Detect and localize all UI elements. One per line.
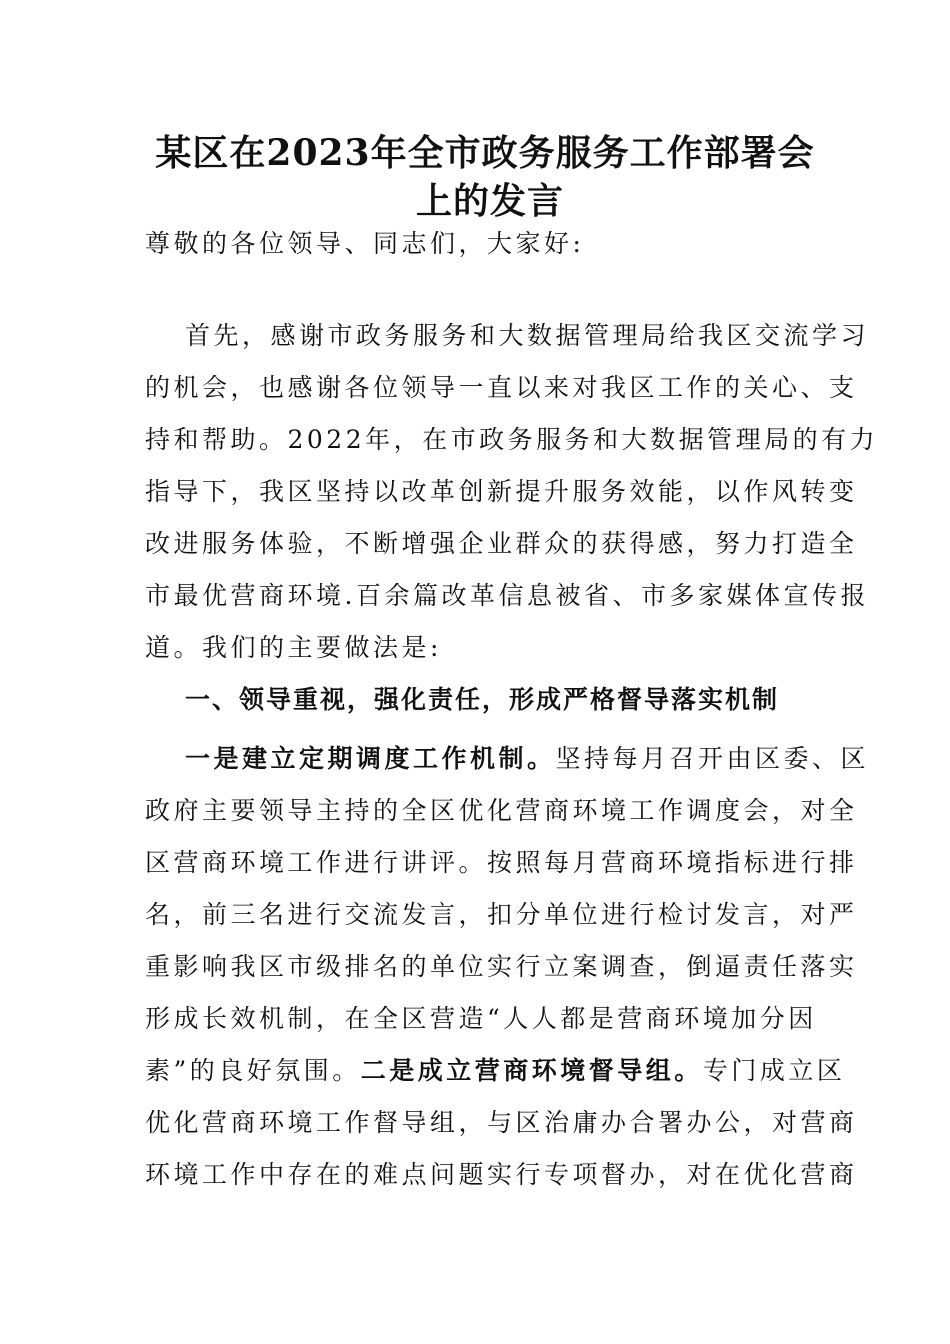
para2-line-1 xyxy=(145,741,870,777)
para1-line-6: 市最优营商环境.百余篇改革信息被省、市多家媒体宣传报 xyxy=(145,581,869,610)
para2-line-7 xyxy=(145,1053,846,1089)
para1-line-2: 的机会，也感谢各位领导一直以来对我区工作的关心、支 xyxy=(145,373,858,402)
document-title-line-2: 上的发言 xyxy=(415,180,564,222)
para1-line-1: 首先，感谢市政务服务和大数据管理局给我区交流学习 xyxy=(185,321,870,350)
para2-bold-lead: 一是建立定期调度工作机制。 xyxy=(185,744,556,773)
para2-line-4: 名，前三名进行交流发言，扣分单位进行检讨发言，对严 xyxy=(145,900,858,929)
greeting: 尊敬的各位领导、同志们，大家好: xyxy=(145,229,585,258)
para2-line-5: 重影响我区市级排名的单位实行立案调查，倒逼责任落实 xyxy=(145,952,858,981)
para1-line-3: 持和帮助。2022年，在市政务服务和大数据管理局的有力 xyxy=(145,425,879,454)
para2-bold-second: 二是成立营商环境督导组。 xyxy=(360,1056,703,1085)
para2-line-6: 形成长效机制，在全区营造“人人都是营商环境加分因 xyxy=(145,1004,817,1033)
para2-line-9: 环境工作中存在的难点问题实行专项督办，对在优化营商 xyxy=(145,1160,858,1189)
para1-line-4: 指导下，我区坚持以改革创新提升服务效能，以作风转变 xyxy=(145,477,858,506)
para1-line-5: 改进服务体验，不断增强企业群众的获得感，努力打造全 xyxy=(145,529,858,558)
para1-line-7: 道。我们的主要做法是: xyxy=(145,633,442,662)
para2-line-7-start: 素”的良好氛围。 xyxy=(145,1056,361,1085)
para2-line-2: 政府主要领导主持的全区优化营商环境工作调度会，对全 xyxy=(145,796,858,825)
para2-line-8: 优化营商环境工作督导组，与区治庸办合署办公，对营商 xyxy=(145,1108,858,1137)
para2-line-7-end: 专门成立区 xyxy=(702,1056,846,1085)
section-heading-1: 一、领导重视，强化责任，形成严格督导落实机制 xyxy=(185,685,780,714)
document-title-line-1: 某区在2023年全市政务服务工作部署会 xyxy=(155,132,815,174)
para2-line-1-rest: 坚持每月召开由区委、区 xyxy=(555,744,870,773)
para2-line-3: 区营商环境工作进行讲评。按照每月营商环境指标进行排 xyxy=(145,848,858,877)
